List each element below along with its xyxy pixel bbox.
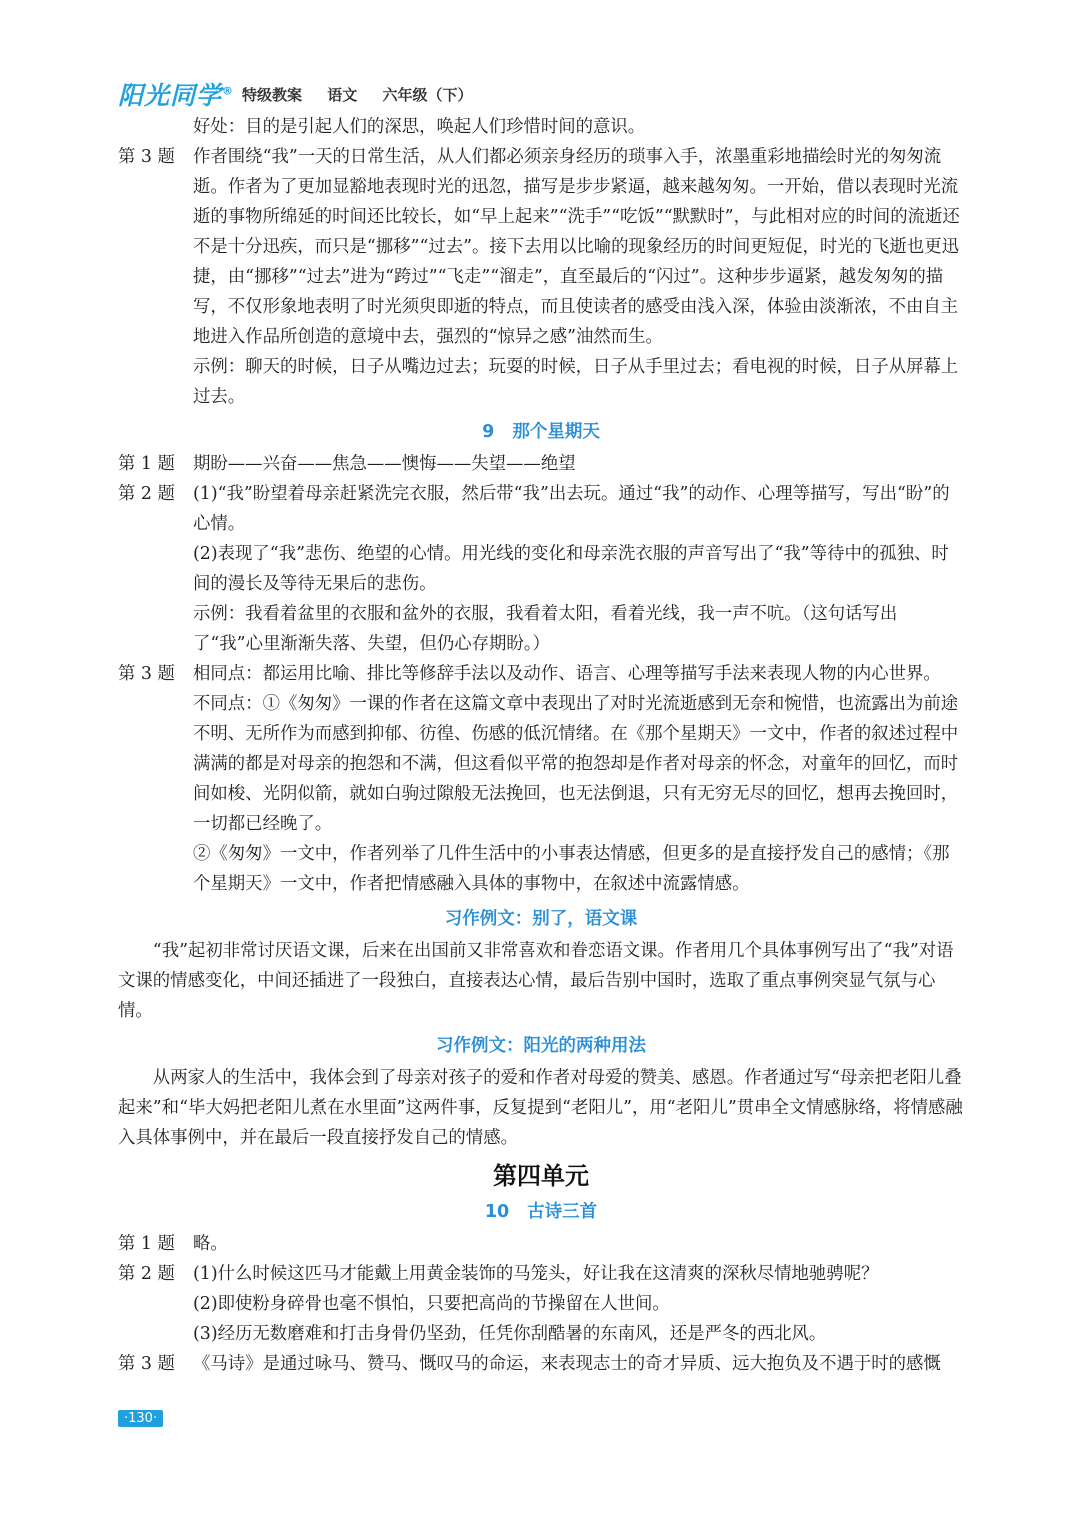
answer-text: (1)什么时候这匹马才能戴上用黄金装饰的马笼头，好让我在这清爽的深秋尽情地驰骋呢？ bbox=[193, 1264, 879, 1284]
essay2-text: 从两家人的生活中，我体会到了母亲对孩子的爱和作者对母爱的赞美、感恩。作者通过写“母亲把老阳儿叠起来”和“毕大妈把老阳儿煮在水里面”这两件事，反复提到“老阳儿”，用“老阳儿”贯串全文情感脉络，将情感融入具体事例中，并在最后一段直接抒发自己的情感。 bbox=[118, 1068, 963, 1148]
lesson9-question-2 bbox=[118, 479, 964, 659]
question-label: 第 3 题 bbox=[118, 1354, 175, 1374]
answer-text: (1)“我”盼望着母亲赶紧洗完衣服，然后带“我”出去玩。通过“我”的动作、心理等描写，写出“盼”的心情。 bbox=[193, 484, 950, 534]
answer-text: ②《匆匆》一文中，作者列举了几件生活中的小事表达情感，但更多的是直接抒发自己的感情；《那个星期天》一文中，作者把情感融入具体的事物中，在叙述中流露情感。 bbox=[193, 844, 950, 894]
continuation-text: 好处：目的是引起人们的深思，唤起人们珍惜时间的意识。 bbox=[193, 117, 646, 137]
answer-text: 相同点：都运用比喻、排比等修辞手法以及动作、语言、心理等描写手法来表现人物的内心世界。 bbox=[193, 664, 941, 684]
page-header bbox=[118, 76, 493, 112]
lesson-number: 9 bbox=[482, 422, 495, 442]
question-label: 第 1 题 bbox=[118, 454, 175, 474]
answer-text: 作者围绕“我”一天的日常生活，从人们都必须亲身经历的琐事入手，浓墨重彩地描绘时光的匆匆流逝。作者为了更加显豁地表现时光的迅忽，描写是步步紧逼，越来越匆匆。一开始，借以表现时光流逝的事物所绵延的时间还比较长，如“早上起来”“洗手”“吃饭”“默默时”，与此相对应的时间的流逝还不是十分迅疾，而只是“挪移”“过去”。接下去用以比喻的现象经历的时间更短促，时光的飞逝也更迅捷，由“挪移”“过去”进为“跨过”“飞走”“溜走”，直至最后的“闪过”。这种步步逼紧，越发匆匆的描写，不仅形象地表明了时光须臾即逝的特点，而且使读者的感受由浅入深，体验由淡渐浓，不由自主地进入作品所创造的意境中去，强烈的“惊异之感”油然而生。 bbox=[193, 147, 960, 347]
answer-text: 期盼——兴奋——焦急——懊悔——失望——绝望 bbox=[193, 454, 576, 474]
question-label: 第 1 题 bbox=[118, 1234, 175, 1254]
lesson9-question-3 bbox=[118, 659, 964, 899]
book-name: 特级教案 bbox=[242, 85, 303, 104]
question-label: 第 3 题 bbox=[118, 664, 175, 684]
example-text: 示例：聊天的时候，日子从嘴边过去；玩耍的时候，日子从手里过去；看电视的时候，日子从屏幕上过去。 bbox=[193, 357, 959, 407]
lesson-name: 那个星期天 bbox=[512, 422, 600, 442]
lesson9-question-1 bbox=[118, 449, 964, 479]
essay2-title: 习作例文：阳光的两种用法 bbox=[436, 1036, 646, 1056]
answer-text: 略。 bbox=[193, 1234, 228, 1254]
answer-text: (2)表现了“我”悲伤、绝望的心情。用光线的变化和母亲洗衣服的声音写出了“我”等待中的孤独、时间的漫长及等待无果后的悲伤。 bbox=[193, 544, 949, 594]
answer-text: 不同点：①《匆匆》一课的作者在这篇文章中表现出了对时光流逝感到无奈和惋惜，也流露出为前途不明、无所作为而感到抑郁、彷徨、伤感的低沉情绪。在《那个星期天》一文中，作者的叙述过程中满满的都是对母亲的抱怨和不满，但这看似平常的抱怨却是作者对母亲的怀念，对童年的回忆，而时间如梭、光阴似箭，就如白驹过隙般无法挽回，也无法倒退，只有无穷无尽的回忆，想再去挽回时，一切都已经晚了。 bbox=[193, 694, 959, 834]
grade-name: 六年级（下） bbox=[382, 85, 473, 104]
lesson9-title bbox=[118, 415, 964, 449]
page-content bbox=[118, 112, 964, 1379]
question-label: 第 2 题 bbox=[118, 1264, 175, 1284]
page-number: ·130· bbox=[118, 1410, 163, 1427]
unit-title: 第四单元 bbox=[493, 1161, 589, 1190]
lesson-name: 古诗三首 bbox=[527, 1202, 598, 1222]
lesson8-question-3 bbox=[118, 142, 964, 412]
header-meta bbox=[242, 84, 493, 105]
answer-text: 《马诗》是通过咏马、赞马、慨叹马的命运，来表现志士的奇才异质、远大抱负及不遇于时的感慨 bbox=[193, 1354, 941, 1374]
answer-text: (3)经历无数磨难和打击身骨仍坚劲，任凭你刮酷暑的东南风，还是严冬的西北风。 bbox=[193, 1324, 827, 1344]
essay1-title: 习作例文：别了，语文课 bbox=[444, 909, 638, 929]
question-label: 第 2 题 bbox=[118, 484, 175, 504]
lesson10-question-2 bbox=[118, 1259, 964, 1349]
lesson10-question-3 bbox=[118, 1349, 964, 1379]
essay1-text: “我”起初非常讨厌语文课，后来在出国前又非常喜欢和眷恋语文课。作者用几个具体事例写出了“我”对语文课的情感变化，中间还插进了一段独白，直接表达心情，最后告别中国时，选取了重点事例突显气氛与心情。 bbox=[118, 941, 954, 1021]
subject-name: 语文 bbox=[327, 85, 358, 104]
example-text: 示例：我看着盆里的衣服和盆外的衣服，我看着太阳，看着光线，我一声不吭。（这句话写出了“我”心里渐渐失落、失望，但仍心存期盼。） bbox=[193, 604, 898, 654]
lesson10-question-1 bbox=[118, 1229, 964, 1259]
answer-text: (2)即使粉身碎骨也毫不惧怕，只要把高尚的节操留在人世间。 bbox=[193, 1294, 670, 1314]
question-label: 第 3 题 bbox=[118, 147, 175, 167]
lesson10-title bbox=[118, 1195, 964, 1229]
lesson-number: 10 bbox=[484, 1202, 510, 1222]
brand-logo: 阳光同学® bbox=[118, 81, 235, 110]
